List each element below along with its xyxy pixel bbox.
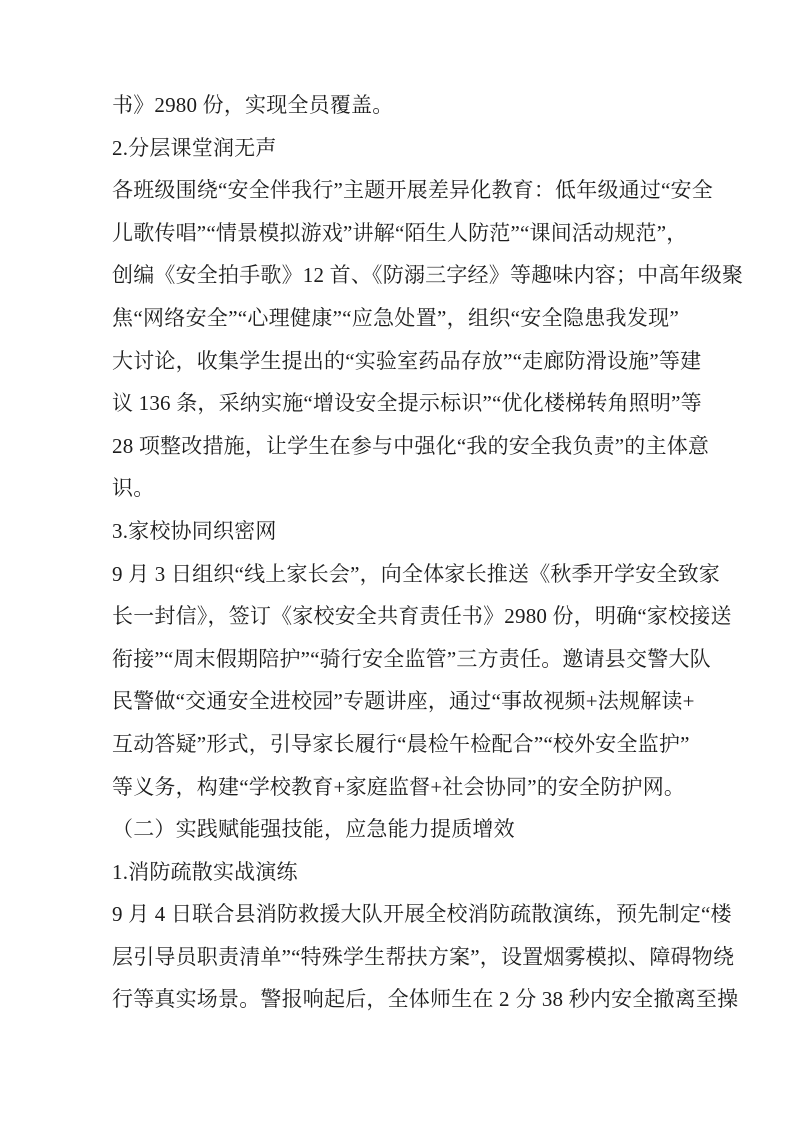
text-line: 长一封信》，签订《家校安全共育责任书》2980 份，明确“家校接送: [112, 604, 732, 629]
text-line: 互动答疑”形式，引导家长履行“晨检午检配合”“校外安全监护”: [112, 731, 690, 756]
text-line: 儿歌传唱”“情景模拟游戏”讲解“陌生人防范”“课间活动规范”，: [112, 220, 688, 245]
text-line: 识。: [112, 476, 155, 501]
text-line-subheading: 2.分层课堂润无声: [112, 135, 277, 160]
text-line: 9 月 4 日联合县消防救援大队开展全校消防疏散演练，预先制定“楼: [112, 902, 732, 927]
text-line-section-heading: （二）实践赋能强技能，应急能力提质增效: [112, 817, 515, 842]
text-line: 书》2980 份，实现全员覆盖。: [112, 93, 394, 117]
document-text-block: [112, 84, 744, 1021]
text-line-subheading: 3.家校协同织密网: [112, 518, 277, 543]
text-line: 层引导员职责清单”“特殊学生帮扶方案”，设置烟雾模拟、障碍物绕: [112, 944, 735, 969]
text-line: 焦“网络安全”“心理健康”“应急处置”，组织“安全隐患我发现”: [112, 305, 679, 330]
text-line: 大讨论，收集学生提出的“实验室药品存放”“走廊防滑设施”等建: [112, 348, 702, 373]
text-line: 行等真实场景。警报响起后，全体师生在 2 分 38 秒内安全撤离至操: [112, 987, 739, 1012]
text-line: 9 月 3 日组织“线上家长会”，向全体家长推送《秋季开学安全致家: [112, 561, 720, 586]
text-line: 议 136 条，采纳实施“增设安全提示标识”“优化楼梯转角照明”等: [112, 391, 702, 416]
text-line: 各班级围绕“安全伴我行”主题开展差异化教育：低年级通过“安全: [112, 178, 713, 203]
text-line: 衔接”“周末假期陪护”“骑行安全监管”三方责任。邀请县交警大队: [112, 646, 711, 671]
text-line-subheading: 1.消防疏散实战演练: [112, 859, 298, 884]
text-line: 创编《安全拍手歌》12 首、《防溺三字经》等趣味内容；中高年级聚: [112, 263, 744, 288]
text-line: 28 项整改措施，让学生在参与中强化“我的安全我负责”的主体意: [112, 433, 710, 458]
text-line: 民警做“交通安全进校园”专题讲座，通过“事故视频+法规解读+: [112, 689, 695, 714]
text-line: 等义务，构建“学校教育+家庭监督+社会协同”的安全防护网。: [112, 774, 686, 799]
